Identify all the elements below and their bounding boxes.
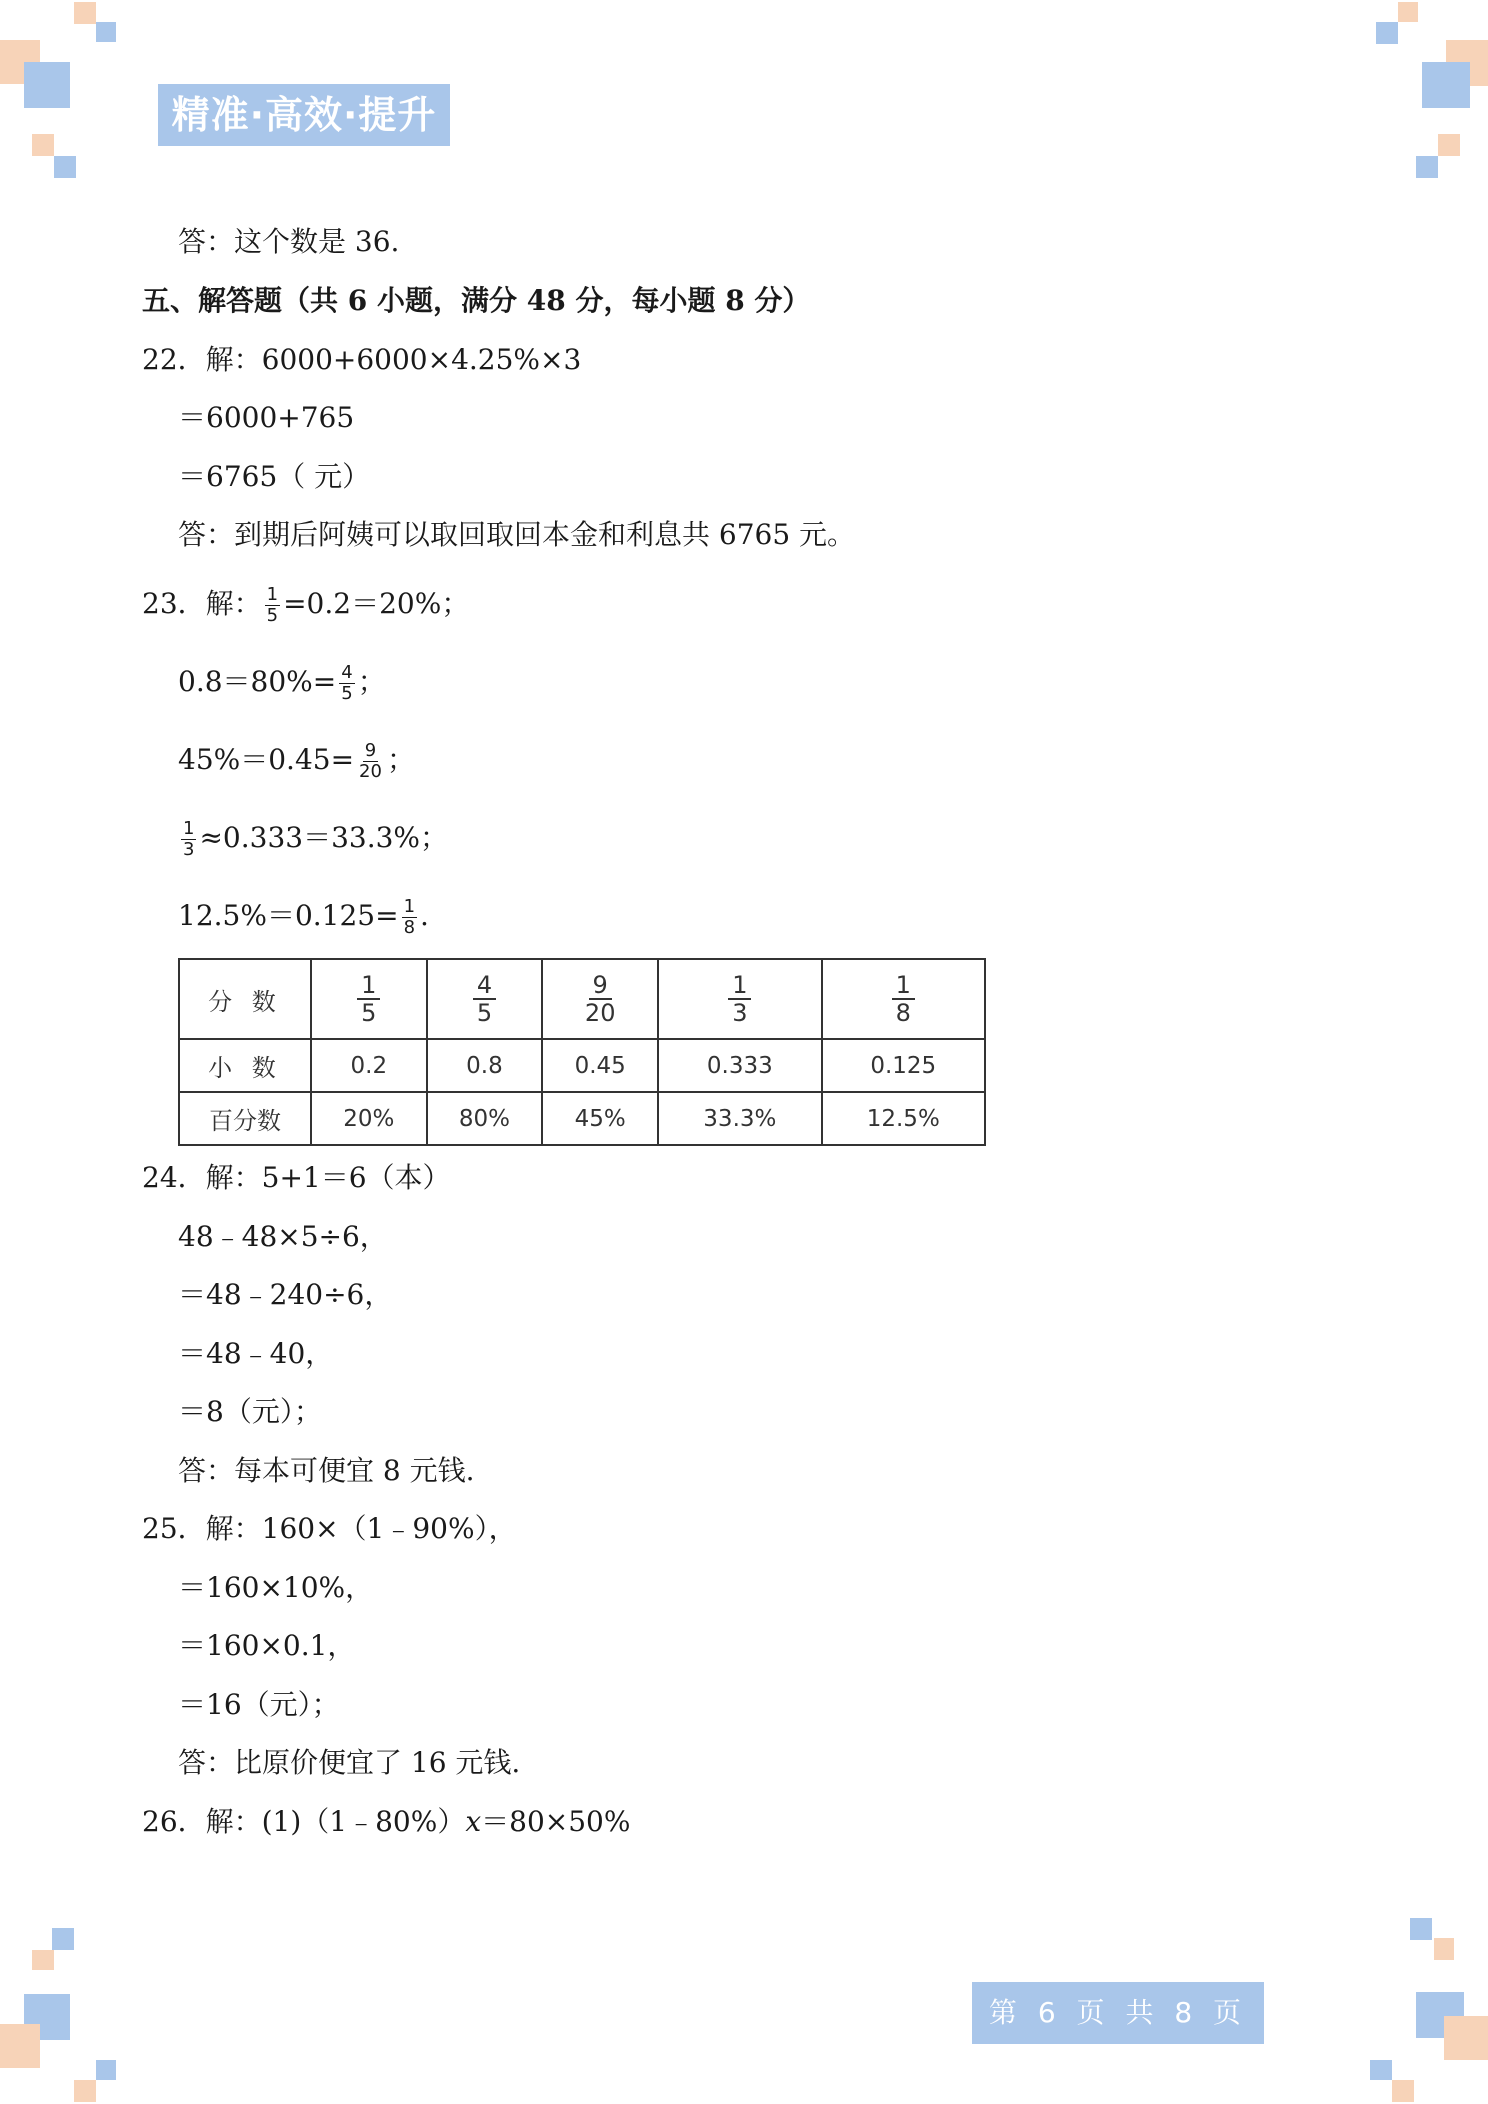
- table-cell: 45%: [542, 1092, 658, 1145]
- q23-line: 45%＝0.45= $\frac{9}{20}$ ；: [178, 740, 415, 782]
- fraction: $\frac{1}{8}$: [403, 896, 416, 938]
- q24-line: ＝48﹣40，: [178, 1337, 334, 1370]
- table-cell: 80%: [427, 1092, 543, 1145]
- table-cell: 33.3%: [658, 1092, 821, 1145]
- corner-square: [96, 2060, 116, 2080]
- q25-answer: 答：比原价便宜了 16 元钱.: [178, 1746, 521, 1779]
- corner-square: [1376, 22, 1398, 44]
- conversion-table: [178, 958, 986, 1146]
- corner-square: [32, 134, 54, 156]
- table-cell: $\frac{1}{3}$: [658, 959, 821, 1039]
- row-label: 小 数: [179, 1039, 311, 1092]
- corner-square: [0, 2024, 40, 2068]
- q24-line: 48﹣48×5÷6，: [178, 1220, 388, 1253]
- table-cell: 0.333: [658, 1039, 821, 1092]
- table-cell: $\frac{1}{8}$: [822, 959, 985, 1039]
- q23-line: 0.8＝80%= $\frac{4}{5}$ ；: [178, 662, 386, 704]
- table-cell: 20%: [311, 1092, 427, 1145]
- q23-line: $\frac{1}{3}$ ≈0.333＝33.3%；: [183, 818, 449, 860]
- table-cell: 0.125: [822, 1039, 985, 1092]
- fraction: $\frac{1}{3}$: [183, 818, 195, 860]
- row-label: 分 数: [179, 959, 311, 1039]
- table-cell: $\frac{1}{5}$: [311, 959, 427, 1039]
- corner-square: [1410, 1918, 1432, 1940]
- corner-square: [1416, 156, 1438, 178]
- fraction: $\frac{1}{5}$: [266, 584, 279, 626]
- corner-square: [1398, 2, 1418, 22]
- q22-line: ＝6000+765: [178, 401, 355, 434]
- corner-square: [1422, 62, 1470, 108]
- corner-square: [32, 1950, 54, 1970]
- table-cell: 0.8: [427, 1039, 543, 1092]
- q24-line: ＝48﹣240÷6，: [178, 1278, 393, 1311]
- brand-banner: 精准·高效·提升: [158, 84, 450, 146]
- corner-square: [54, 156, 76, 178]
- table-cell: $\frac{4}{5}$: [427, 959, 543, 1039]
- table-row: [179, 1039, 985, 1092]
- corner-square: [1444, 2016, 1488, 2060]
- q25-line: ＝16（元）；: [178, 1688, 340, 1721]
- table-cell: $\frac{9}{20}$: [542, 959, 658, 1039]
- q23-line: 23．解： $\frac{1}{5}$ =0.2＝20%；: [142, 584, 470, 626]
- corner-square: [1438, 134, 1460, 156]
- section-heading: 五、解答题（共 6 小题，满分 48 分，每小题 8 分）: [142, 284, 811, 317]
- page-indicator: 第 6 页 共 8 页: [972, 1982, 1264, 2044]
- q26-line: 26．解：(1)（1﹣80%）x＝80×50%: [142, 1805, 631, 1838]
- q25-line: ＝160×0.1，: [178, 1629, 356, 1662]
- corner-square: [96, 22, 116, 42]
- corner-square: [52, 1928, 74, 1950]
- table-cell: 12.5%: [822, 1092, 985, 1145]
- row-label: 百分数: [179, 1092, 311, 1145]
- q24-answer: 答：每本可便宜 8 元钱.: [178, 1454, 475, 1487]
- q22-answer: 答：到期后阿姨可以取回取回本金和利息共 6765 元。: [178, 518, 856, 551]
- corner-square: [1370, 2060, 1392, 2080]
- q25-line: 25．解：160×（1﹣90%），: [142, 1512, 517, 1545]
- corner-square: [1392, 2080, 1414, 2102]
- q22-line: ＝6765（ 元）: [178, 460, 371, 493]
- corner-square: [24, 62, 70, 108]
- q24-line: 24．解：5+1＝6（本）: [142, 1161, 451, 1194]
- table-cell: 0.45: [542, 1039, 658, 1092]
- corner-square: [74, 2, 96, 24]
- table-row: [179, 1092, 985, 1145]
- fraction: $\frac{4}{5}$: [341, 662, 353, 704]
- q22-line: 22．解：6000+6000×4.25%×3: [142, 343, 582, 376]
- q25-line: ＝160×10%，: [178, 1571, 374, 1604]
- fraction: $\frac{9}{20}$: [359, 740, 382, 782]
- answer-21: 答：这个数是 36.: [178, 225, 400, 258]
- corner-square: [74, 2080, 96, 2102]
- table-row: [179, 959, 985, 1039]
- q24-line: ＝8（元）；: [178, 1395, 322, 1428]
- variable-x: x: [465, 1805, 482, 1838]
- q23-line: 12.5%＝0.125= $\frac{1}{8}$ .: [178, 896, 429, 938]
- table-cell: 0.2: [311, 1039, 427, 1092]
- q23-prefix: 23．解：: [142, 587, 262, 620]
- corner-square: [1434, 1938, 1454, 1960]
